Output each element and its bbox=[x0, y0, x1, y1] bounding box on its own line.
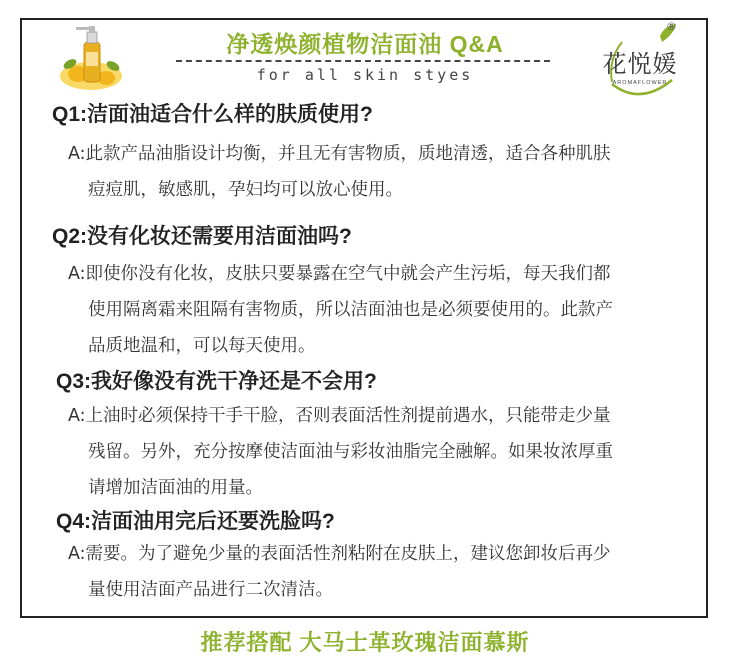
page-title: 净透焕颜植物洁面油 Q&A bbox=[226, 31, 504, 57]
question-4: Q4:洁面油用完后还要洗脸吗? bbox=[56, 510, 335, 533]
answer-1-line-2: 痘痘肌，敏感肌，孕妇均可以放心使用。 bbox=[88, 180, 403, 200]
answer-1-line-1: A:此款产品油脂设计均衡，并且无有害物质，质地清透，适合各种肌肤 bbox=[68, 144, 611, 164]
answer-3 bbox=[68, 398, 613, 506]
question-3: Q3:我好像没有洗干净还是不会用? bbox=[56, 370, 377, 393]
answer-3-line-3: 请增加洁面油的用量。 bbox=[88, 478, 263, 498]
footer-recommendation: 推荐搭配 大马士革玫瑰洁面慕斯 bbox=[200, 630, 530, 655]
answer-3-line-1: A:上油时必须保持干手干脸，否则表面活性剂提前遇水，只能带走少量 bbox=[68, 406, 611, 426]
brand-logo-subtext: AROMAFLOWER bbox=[612, 80, 668, 86]
answer-3-line-2: 残留。另外，充分按摩使洁面油与彩妆油脂完全融解。如果妆浓厚重 bbox=[88, 442, 613, 462]
answer-4-line-1: A:需要。为了避免少量的表面活性剂粘附在皮肤上，建议您卸妆后再少 bbox=[68, 544, 611, 564]
answer-2-line-1: A:即使你没有化妆，皮肤只要暴露在空气中就会产生污垢，每天我们都 bbox=[68, 264, 611, 284]
title-divider bbox=[176, 60, 550, 62]
page-subtitle: for all skin styes bbox=[256, 66, 474, 84]
registered-mark: ® bbox=[666, 20, 677, 33]
brand-logo-text: 花悦媛 bbox=[602, 50, 678, 78]
answer-4 bbox=[68, 536, 611, 608]
answer-4-line-2: 量使用洁面产品进行二次清洁。 bbox=[88, 580, 333, 600]
answer-2-line-2: 使用隔离霜来阻隔有害物质，所以洁面油也是必须要使用的。此款产 bbox=[88, 300, 613, 320]
question-1: Q1:洁面油适合什么样的肤质使用? bbox=[52, 103, 373, 126]
answer-2 bbox=[68, 256, 613, 364]
question-2: Q2:没有化妆还需要用洁面油吗? bbox=[52, 225, 352, 248]
answer-1 bbox=[68, 136, 611, 208]
answer-2-line-3: 品质地温和，可以每天使用。 bbox=[88, 336, 316, 356]
